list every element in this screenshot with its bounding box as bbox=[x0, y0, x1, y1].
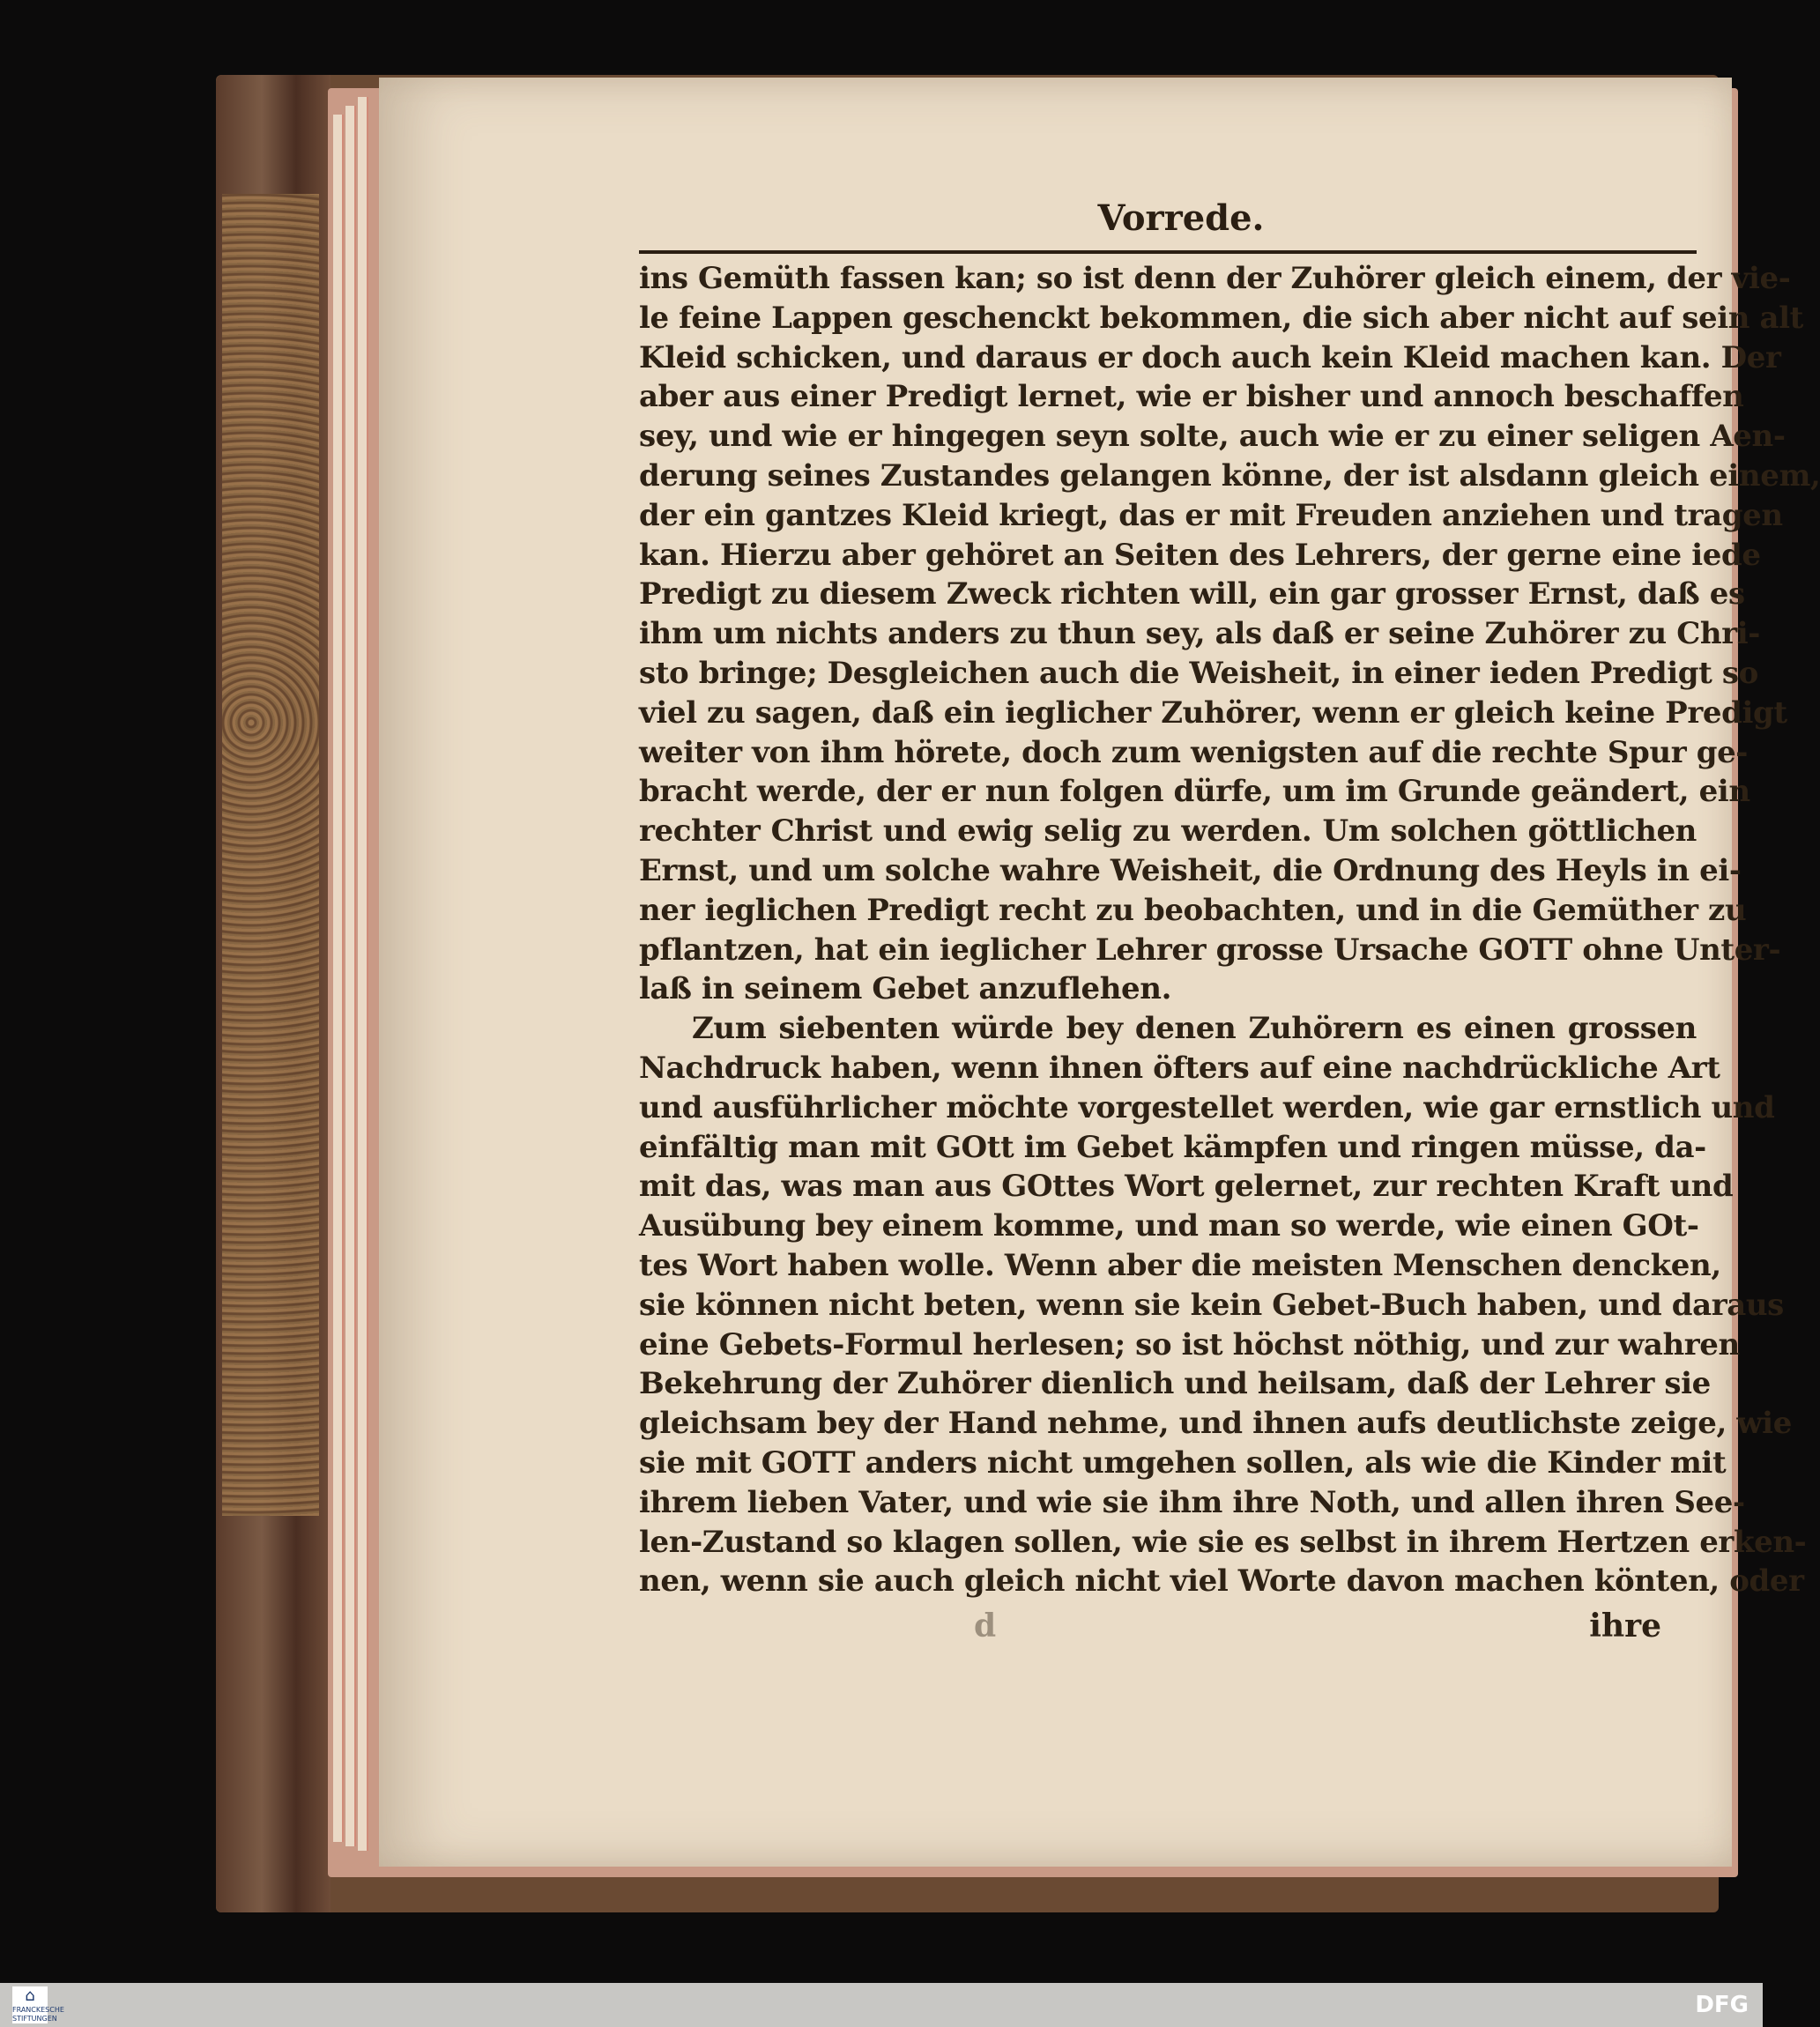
page-footer-marks bbox=[639, 1601, 1697, 1651]
header-rule bbox=[639, 250, 1697, 254]
logo-caption: FRANCKESCHE STIFTUNGEN bbox=[12, 2006, 64, 2023]
text-line: len-Zustand so klagen sollen, wie sie es selbst in ihrem Hertzen erken- bbox=[639, 1524, 1807, 1560]
text-line: rechter Christ und ewig selig zu werden. Um solchen göttlichen bbox=[639, 813, 1697, 850]
text-line: Bekehrung der Zuhörer dienlich und heilsam, daß der Lehrer sie bbox=[639, 1366, 1711, 1402]
catchword: ihre bbox=[1589, 1607, 1661, 1645]
text-line: der ein gantzes Kleid kriegt, das er mit Freuden anziehen und tragen bbox=[639, 497, 1783, 533]
page-text-block bbox=[639, 192, 1820, 1651]
running-head: Vorrede. bbox=[1097, 197, 1265, 239]
text-line: Predigt zu diesem Zweck richten will, ein gar grosser Ernst, daß es bbox=[639, 576, 1745, 613]
franckesche-stiftungen-logo bbox=[12, 1986, 64, 2023]
text-line: ner ieglichen Predigt recht zu beobachten, und in die Gemüther zu bbox=[639, 892, 1747, 928]
text-line: sto bringe; Desgleichen auch die Weisheit, in einer ieden Predigt so bbox=[639, 655, 1758, 691]
text-line: aber aus einer Predigt lernet, wie er bisher und annoch beschaffen bbox=[639, 379, 1744, 415]
text-line: gleichsam bey der Hand nehme, und ihnen aufs deutlichste zeige, wie bbox=[639, 1406, 1792, 1442]
viewer-footer-bar bbox=[0, 1983, 1763, 2027]
text-line: sie können nicht beten, wenn sie kein Gebet-Buch haben, und daraus bbox=[639, 1287, 1784, 1323]
text-line: kan. Hierzu aber gehöret an Seiten des Lehrers, der gerne eine iede bbox=[639, 537, 1761, 573]
text-line: und ausführlicher möchte vorgestellet werden, wie gar ernstlich und bbox=[639, 1089, 1775, 1125]
text-line: ihrem lieben Vater, und wie sie ihm ihre Noth, und allen ihren See- bbox=[639, 1484, 1745, 1520]
text-line: viel zu sagen, daß ein ieglicher Zuhörer, wenn er gleich keine Predigt bbox=[639, 694, 1787, 731]
leaf-edge bbox=[333, 115, 344, 1842]
leaf-edge bbox=[358, 97, 368, 1851]
text-line: Kleid schicken, und daraus er doch auch kein Kleid machen kan. Der bbox=[639, 339, 1781, 375]
text-line: derung seines Zustandes gelangen könne, der ist alsdann gleich einem, bbox=[639, 457, 1820, 494]
text-line: Ernst, und um solche wahre Weisheit, die Ordnung des Heyls in ei- bbox=[639, 852, 1742, 888]
leaf-edge bbox=[345, 106, 356, 1846]
signature-mark: d bbox=[974, 1607, 997, 1645]
text-line: sie mit GOTT anders nicht umgehen sollen, als wie die Kinder mit bbox=[639, 1444, 1727, 1481]
text-lines bbox=[639, 259, 1820, 1601]
text-line: einfältig man mit GOtt im Gebet kämpfen und ringen müsse, da- bbox=[639, 1129, 1706, 1165]
dfg-logo: DFG bbox=[1695, 1992, 1749, 2018]
text-line: sey, und wie er hingegen seyn solte, auch wie er zu einer seligen Aen- bbox=[639, 419, 1786, 455]
text-line: weiter von ihm hörete, doch zum wenigsten auf die rechte Spur ge- bbox=[639, 734, 1749, 770]
text-line: bracht werde, der er nun folgen dürfe, um im Grunde geändert, ein bbox=[639, 774, 1750, 810]
text-line: tes Wort haben wolle. Wenn aber die meisten Menschen dencken, bbox=[639, 1247, 1721, 1283]
institution-icon: ⌂ bbox=[25, 1986, 35, 2005]
text-line: nen, wenn sie auch gleich nicht viel Worte davon machen könten, oder bbox=[639, 1563, 1804, 1600]
text-line: eine Gebets-Formul herlesen; so ist höchst nöthig, und zur wahren bbox=[639, 1326, 1740, 1362]
text-line: pflantzen, hat ein ieglicher Lehrer grosse Ursache GOTT ohne Unter- bbox=[639, 932, 1781, 968]
text-line: Zum siebenten würde bey denen Zuhörern es einen grossen bbox=[692, 1011, 1697, 1047]
text-line: ins Gemüth fassen kan; so ist denn der Zuhörer gleich einem, der vie- bbox=[639, 261, 1791, 296]
text-line: laß in seinem Gebet anzuflehen. bbox=[639, 971, 1172, 1007]
text-line: le feine Lappen geschenckt bekommen, die sich aber nicht auf sein alt bbox=[639, 300, 1803, 336]
text-line: mit das, was man aus GOttes Wort gelernet, zur rechten Kraft und bbox=[639, 1169, 1734, 1205]
text-line: Ausübung bey einem komme, und man so werde, wie einen GOt- bbox=[639, 1208, 1699, 1244]
marbled-cover-paper bbox=[222, 194, 319, 1516]
text-line: Nachdruck haben, wenn ihnen öfters auf eine nachdrückliche Art bbox=[639, 1050, 1720, 1086]
text-line: ihm um nichts anders zu thun sey, als daß er seine Zuhörer zu Chri- bbox=[639, 616, 1760, 652]
